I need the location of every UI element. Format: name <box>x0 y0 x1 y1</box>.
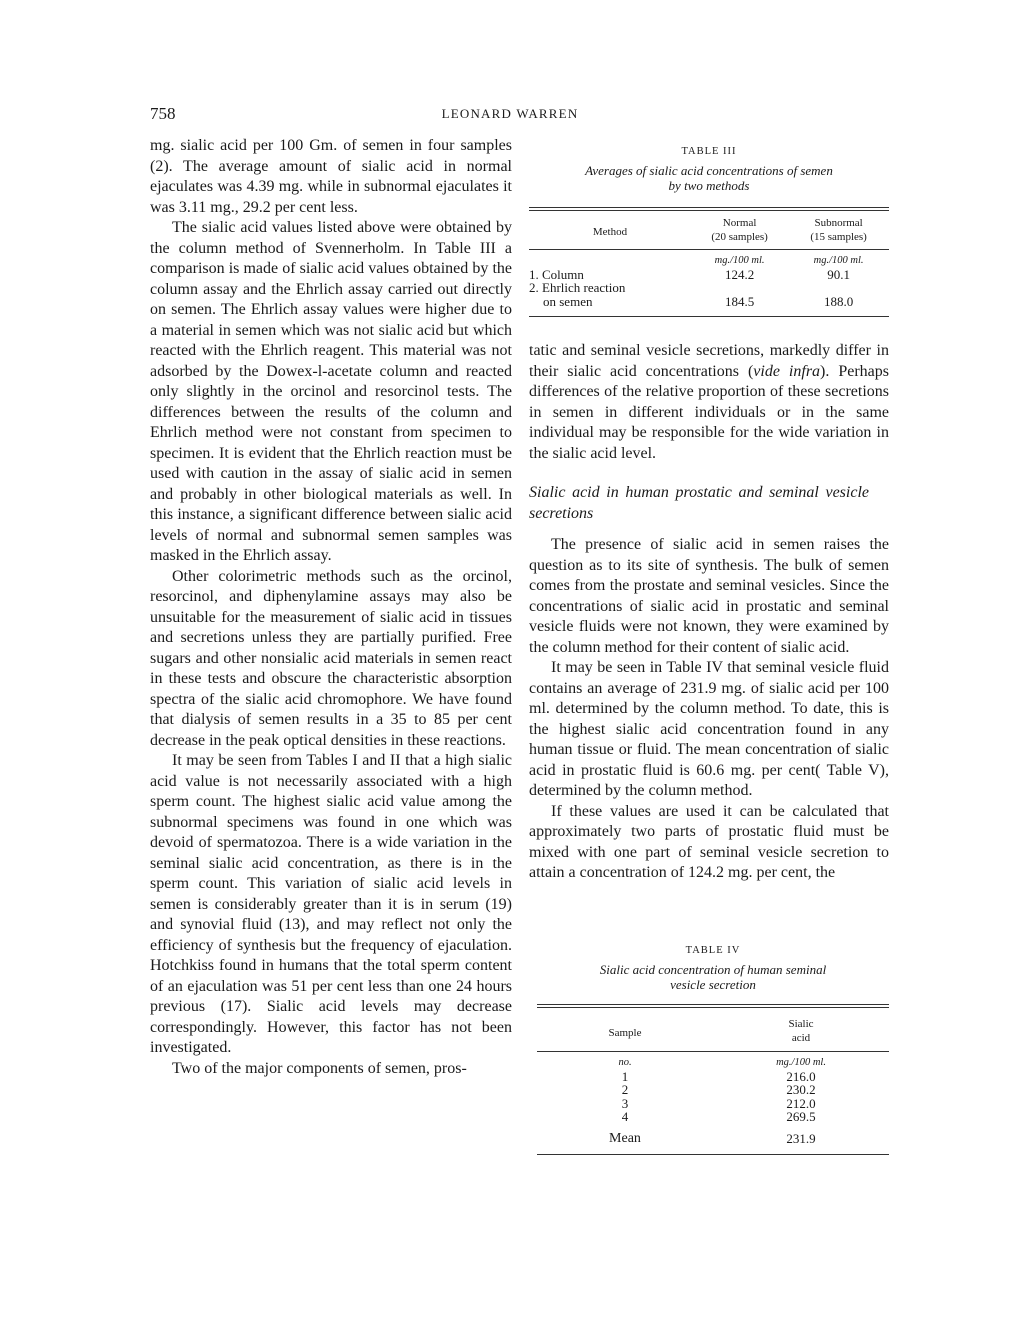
paragraph: Two of the major components of semen, pros- <box>172 1059 467 1077</box>
table-rule <box>537 1051 889 1052</box>
table-cell: Mean <box>609 1130 641 1146</box>
paragraph: If these values are used it can be calculated that approximately two parts of prostatic fluid must be mixed with one part of seminal vesicle secretion to attain a concentration of 124.2 mg. per cent, the <box>529 802 889 881</box>
table-caption-line: vesicle secretion <box>670 977 756 992</box>
table-rule <box>537 1007 889 1008</box>
column-header-line: acid <box>791 1031 811 1044</box>
column-header: Sample <box>608 1027 642 1039</box>
table-row <box>537 1097 889 1111</box>
table-iv-body <box>537 1056 889 1145</box>
paragraph: Other colorimetric methods such as the orcinol, resorcinol, and diphenylamine assays may also be unsuitable for the measurement of sialic acid in tissues and secretions unless they are partially purified. Free sugars and other nonsialic acid materials in semen react in these tests and obscure the characteristic absorption spectra of the sialic acid chromophore. We have found that dialysis of semen results in a 35 to 85 per cent decrease in the peak optical densities in these reactions. <box>150 567 512 749</box>
table-cell: 3 <box>621 1095 629 1111</box>
paragraph: mg. sialic acid per 100 Gm. of semen in four samples (2). The average amount of sialic acid in normal ejaculates was 4.39 mg. while in subnormal ejaculates it was 3.11 mg., 29.2 per cent less. <box>150 137 512 216</box>
table-cell: 2 <box>621 1082 629 1097</box>
table-caption-line: Sialic acid concentration of human seminal <box>599 962 827 977</box>
paragraph: It may be seen from Tables I and II that a high sialic acid value is not necessarily associated with a high sperm count. The highest sialic acid value among the subnormal specimens was found in one which was devoid of spermatozoa. There is a wide variation in the seminal sialic acid concentration, as there is in the sperm count. This variation of sialic acid levels in semen is considerably greater than it is in serum (19) and synovial fluid (13), and may reflect not only the efficiency of synthesis but the frequency of ejaculation. Hotchkiss found in humans that the total sperm content of an ejaculation was 51 per cent less than one 24 hours previous (17). Sialic acid levels may decrease correspondingly. However, this factor has not been investigated. <box>150 752 512 1056</box>
table-cell: 230.2 <box>786 1082 816 1097</box>
column-header-line: Subnormal <box>814 217 863 229</box>
column-header: Method <box>592 226 628 238</box>
table-cell: 216.0 <box>786 1068 816 1084</box>
table-cell: 124.2 <box>724 266 755 282</box>
unit-label: mg./100 ml. <box>776 1057 826 1068</box>
table-rule <box>529 249 889 250</box>
table-row <box>529 281 889 308</box>
paragraph: The presence of sialic acid in semen raises the question as to its site of synthesis. The bulk of semen comes from the prostate and seminal vesicles. Since the concentrations of sialic acid in prostatic and seminal vesicle fluids were not known, they were examined by the column method for their content of sialic acid. <box>529 536 889 656</box>
page-number: 758 <box>150 104 176 123</box>
table-rule <box>537 1154 889 1155</box>
column-header-line: (20 samples) <box>711 230 768 243</box>
table-iii <box>529 146 889 317</box>
section-heading: Sialic acid in human prostatic and seminal vesicle secretions <box>529 484 869 522</box>
text-run-italic: vide infra <box>753 362 821 380</box>
column-header-line: Sialic <box>788 1018 814 1030</box>
paragraph: The sialic acid values listed above were obtained by the column method of Svennerholm. In Table III a comparison is made of sialic acid values obtained by the column assay and the Ehrlich assay carried out directly on semen. The Ehrlich assay values were higher due to a material in semen which was not sialic acid but which reacted with the Ehrlich reagent. This material was not adsorbed by the Dowex-l-acetate column and reacted only slightly in the orcinol and resorcinol tests. The differences between the results of the column and Ehrlich method were not constant from specimen to specimen. It is evident that the Ehrlich reaction must be used with caution in the assay of sialic acid in semen and probably in other biological materials as well. In this instance, a significant difference between sialic acid levels of normal and subnormal semen samples was masked in the Ehrlich assay. <box>150 219 512 564</box>
table-row <box>537 1083 889 1097</box>
table-rule <box>529 207 889 208</box>
column-header-line: Normal <box>722 217 757 229</box>
table-cell: 269.5 <box>786 1109 816 1124</box>
table-caption-line: by two methods <box>668 178 750 193</box>
column-header <box>788 217 889 244</box>
table-cell: 90.1 <box>827 266 850 282</box>
table-cell-line: on semen <box>543 293 593 309</box>
table-row <box>537 1070 889 1084</box>
table-cell-line: 2. Ehrlich reaction <box>529 280 626 295</box>
column-header <box>691 217 788 244</box>
table-row-mean <box>537 1124 889 1146</box>
table-row <box>529 268 889 282</box>
text-run: ). Perhaps differences of the relative proportion of these secretions in semen in different individuals or in the same individual may be responsible for the wide variation in the sialic acid level. <box>529 362 890 462</box>
table-cell: 1. Column <box>529 266 584 282</box>
table-iv-grid <box>537 1018 889 1045</box>
unit-label: no. <box>618 1057 632 1068</box>
table-iii-body <box>529 254 889 308</box>
table-label: TABLE IV <box>685 945 741 956</box>
table-rule <box>529 316 889 317</box>
left-column <box>150 136 512 1079</box>
table-row <box>537 1110 889 1124</box>
table-label: TABLE III <box>681 146 737 157</box>
table-cell: 231.9 <box>786 1130 816 1146</box>
table-cell: 212.0 <box>786 1095 816 1111</box>
paragraph: It may be seen in Table IV that seminal vesicle fluid contains an average of 231.9 mg. of sialic acid per 100 ml. determined by the column method. To date, this is the highest sialic acid concentration found in any human tissue or fluid. The mean concentration of sialic acid in prostatic fluid is 60.6 mg. per cent( Table V), determined by the column method. <box>529 659 889 799</box>
table-iv <box>537 945 889 1155</box>
running-author: LEONARD WARREN <box>441 106 579 121</box>
table-cell: 188.0 <box>823 293 854 309</box>
column-header-line: (15 samples) <box>810 230 867 243</box>
unit-label: mg./100 ml. <box>714 255 765 266</box>
table-cell: 184.5 <box>724 293 755 309</box>
table-rule <box>529 210 889 211</box>
table-cell: 1 <box>621 1068 629 1084</box>
unit-label: mg./100 ml. <box>813 255 864 266</box>
text-run: tatic and seminal vesicle secretions, markedly differ in their sialic acid concentrations ( <box>529 342 889 380</box>
paragraph <box>529 341 889 464</box>
table-caption-line: Averages of sialic acid concentrations of semen <box>585 163 833 178</box>
table-cell: 4 <box>621 1109 629 1124</box>
table-iii-grid <box>529 217 889 244</box>
right-column <box>529 341 889 884</box>
column-header <box>713 1018 889 1045</box>
table-cell <box>529 281 691 308</box>
table-rule <box>537 1004 889 1005</box>
